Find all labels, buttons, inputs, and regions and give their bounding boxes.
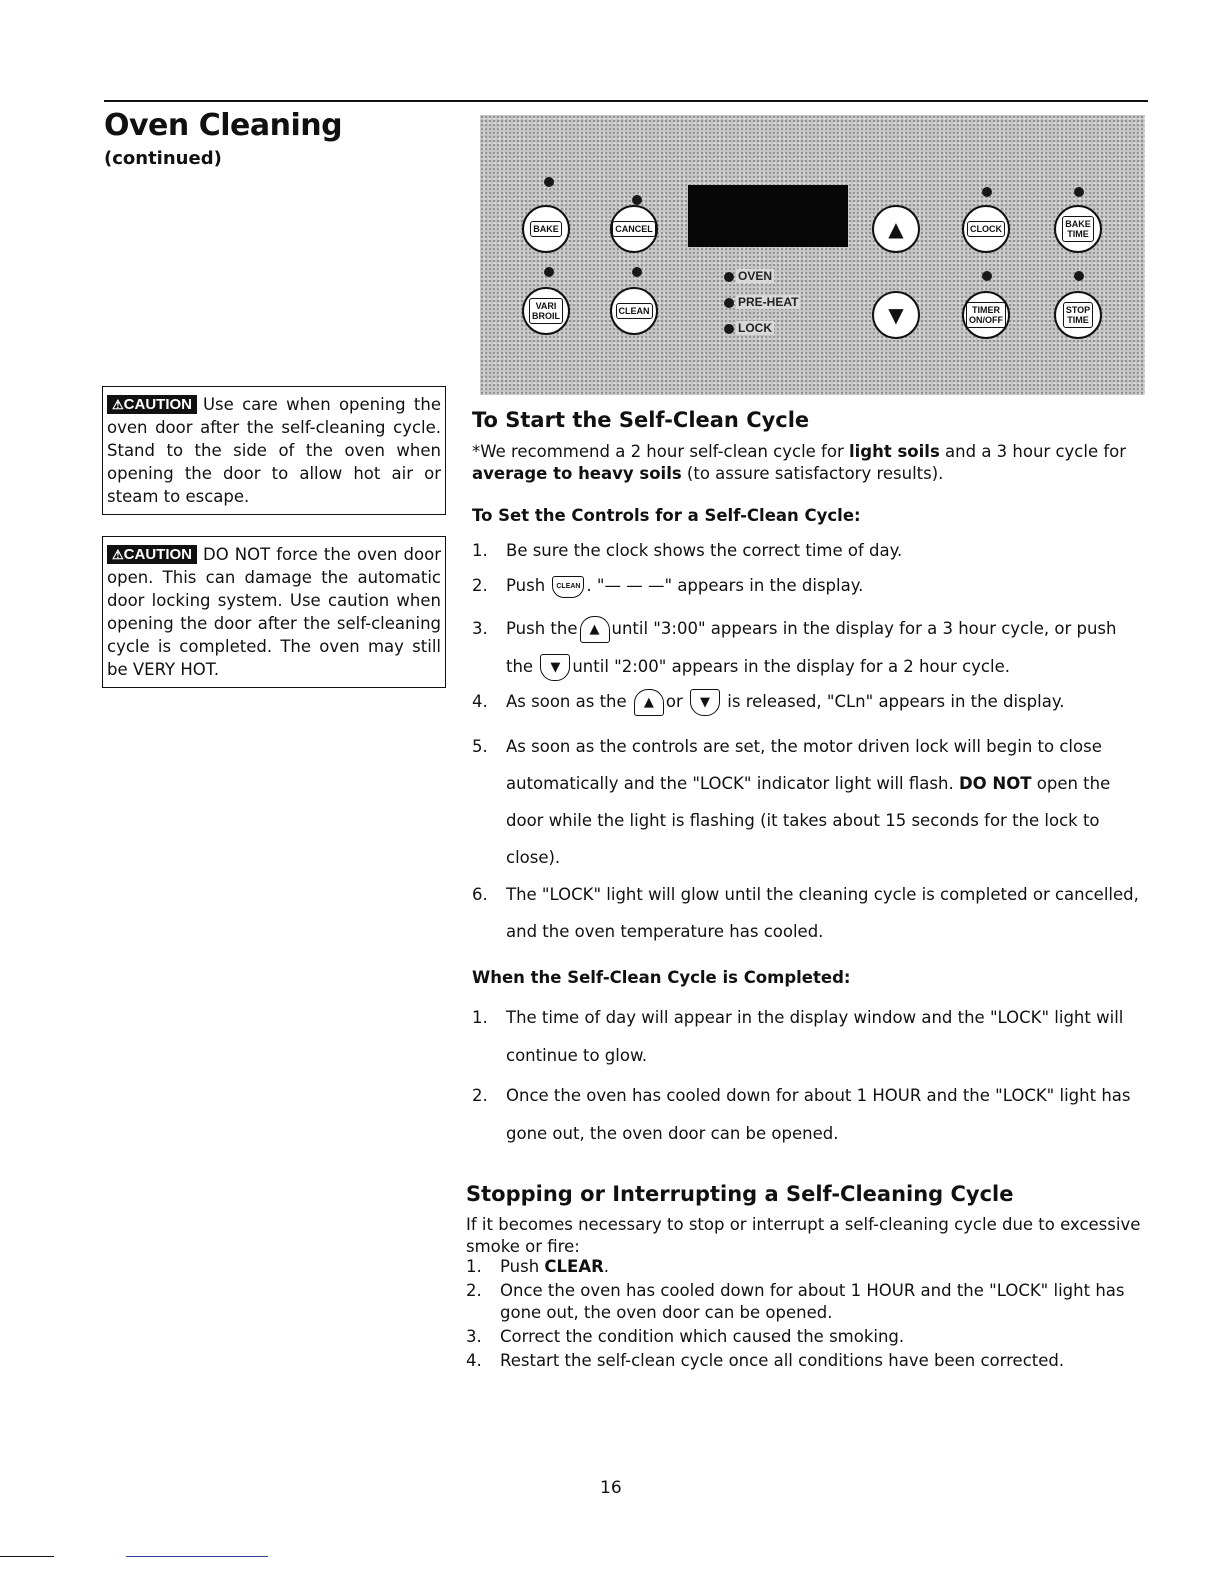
up-arrow-button <box>872 205 920 253</box>
step-6: 6. The "LOCK" light will glow until the cleaning cycle is completed or cancelled, and the oven temperature has cooled. <box>472 885 1139 941</box>
timer-button: TIMER ON/OFF <box>962 291 1010 339</box>
completed-step-1: 1. The time of day will appear in the display window and the "LOCK" light will continue to glow. <box>472 1008 1124 1065</box>
up-key-icon: ▲ <box>580 616 610 643</box>
start-intro: *We recommend a 2 hour self-clean cycle for light soils and a 3 hour cycle for average to heavy soils (to assure satisfactory results). <box>472 442 1127 483</box>
page-number: 16 <box>600 1478 622 1498</box>
vari-broil-button: VARI BROIL <box>522 287 570 335</box>
header-rule <box>104 100 1148 102</box>
completed-step-2: 2. Once the oven has cooled down for about 1 HOUR and the "LOCK" light has gone out, the oven door can be opened. <box>472 1086 1131 1143</box>
caution-text: DO NOT force the oven door open. This can damage the automatic door locking system. Use caution when opening the door after the self-cleaning cycle is completed. The oven may still be VERY HOT. <box>107 545 441 679</box>
start-heading: To Start the Self-Clean Cycle <box>472 408 810 432</box>
caution-badge: ⚠CAUTION <box>107 545 197 564</box>
up-key-icon: ▲ <box>634 689 664 716</box>
step-5: 5. As soon as the controls are set, the motor driven lock will begin to close automatically and the "LOCK" indicator light will flash. DO NOT open the door while the light is flashing (it takes about 15 seconds for the lock to close). <box>472 737 1111 867</box>
stopping-step-4: 4. Restart the self-clean cycle once all conditions have been corrected. <box>466 1351 1065 1370</box>
lock-led <box>724 324 734 334</box>
caution-badge: ⚠CAUTION <box>107 395 197 414</box>
clean-key-icon: CLEAN <box>552 576 584 598</box>
step-3: 3. Push the ▲ until "3:00" appears in the display for a 3 hour cycle, or push the ▼ until "2:00" appears in the display for a 2 hour cycle. <box>472 610 1144 686</box>
step-2: 2. Push CLEAN . "— — —" appears in the display. <box>472 572 1144 600</box>
completed-heading: When the Self-Clean Cycle is Completed: <box>472 968 851 987</box>
down-arrow-button <box>872 291 920 339</box>
lock-indicator: LOCK <box>738 321 772 335</box>
bake-led <box>544 177 554 187</box>
clean-led <box>632 267 642 277</box>
caution-box-door <box>102 386 446 515</box>
down-arrow-icon: ▼ <box>888 303 904 327</box>
stopping-heading: Stopping or Interrupting a Self-Cleaning Cycle <box>466 1182 1014 1206</box>
up-arrow-icon: ▲ <box>888 217 904 241</box>
oven-indicator: OVEN <box>738 269 773 283</box>
vari-broil-led <box>544 267 554 277</box>
oven-led <box>724 272 734 282</box>
stop-time-led <box>1074 271 1084 281</box>
step-4: 4. As soon as the ▲ or ▼ is released, "CLn" appears in the display. <box>472 688 1144 716</box>
panel-display <box>688 185 848 247</box>
cancel-button: CANCEL <box>610 205 658 253</box>
stopping-intro: If it becomes necessary to stop or interrupt a self-cleaning cycle due to excessive smoke or fire: <box>466 1215 1141 1256</box>
control-panel-illustration <box>480 115 1145 395</box>
preheat-indicator: PRE-HEAT <box>738 295 799 309</box>
stopping-step-2: 2. Once the oven has cooled down for about 1 HOUR and the "LOCK" light has gone out, the oven door can be opened. <box>466 1281 1125 1322</box>
caution-box-force <box>102 536 446 688</box>
stop-time-button: STOP TIME <box>1054 291 1102 339</box>
stopping-step-3: 3. Correct the condition which caused the smoking. <box>466 1327 905 1346</box>
clock-led <box>982 187 992 197</box>
bake-time-button: BAKE TIME <box>1054 205 1102 253</box>
down-key-icon: ▼ <box>690 689 720 716</box>
caution-text: Use care when opening the oven door after the self-cleaning cycle. Stand to the side of the oven when opening the door to allow hot air or steam to escape. <box>107 395 441 506</box>
warning-triangle-icon: ⚠ <box>112 397 124 412</box>
down-key-icon: ▼ <box>540 654 570 681</box>
warning-triangle-icon: ⚠ <box>112 547 124 562</box>
bake-button: BAKE <box>522 205 570 253</box>
footer-rule-left <box>0 1556 54 1557</box>
page-subtitle: (continued) <box>104 148 222 169</box>
cancel-led <box>632 195 642 205</box>
clean-button: CLEAN <box>610 287 658 335</box>
step-1: 1. Be sure the clock shows the correct time of day. <box>472 541 903 560</box>
bake-time-led <box>1074 187 1084 197</box>
clock-button: CLOCK <box>962 205 1010 253</box>
set-controls-heading: To Set the Controls for a Self-Clean Cycle: <box>472 506 861 525</box>
timer-led <box>982 271 992 281</box>
stopping-step-1: 1. Push CLEAR. <box>466 1257 610 1276</box>
footer-rule-blue <box>126 1556 268 1557</box>
page-title: Oven Cleaning <box>104 108 343 143</box>
preheat-led <box>724 298 734 308</box>
